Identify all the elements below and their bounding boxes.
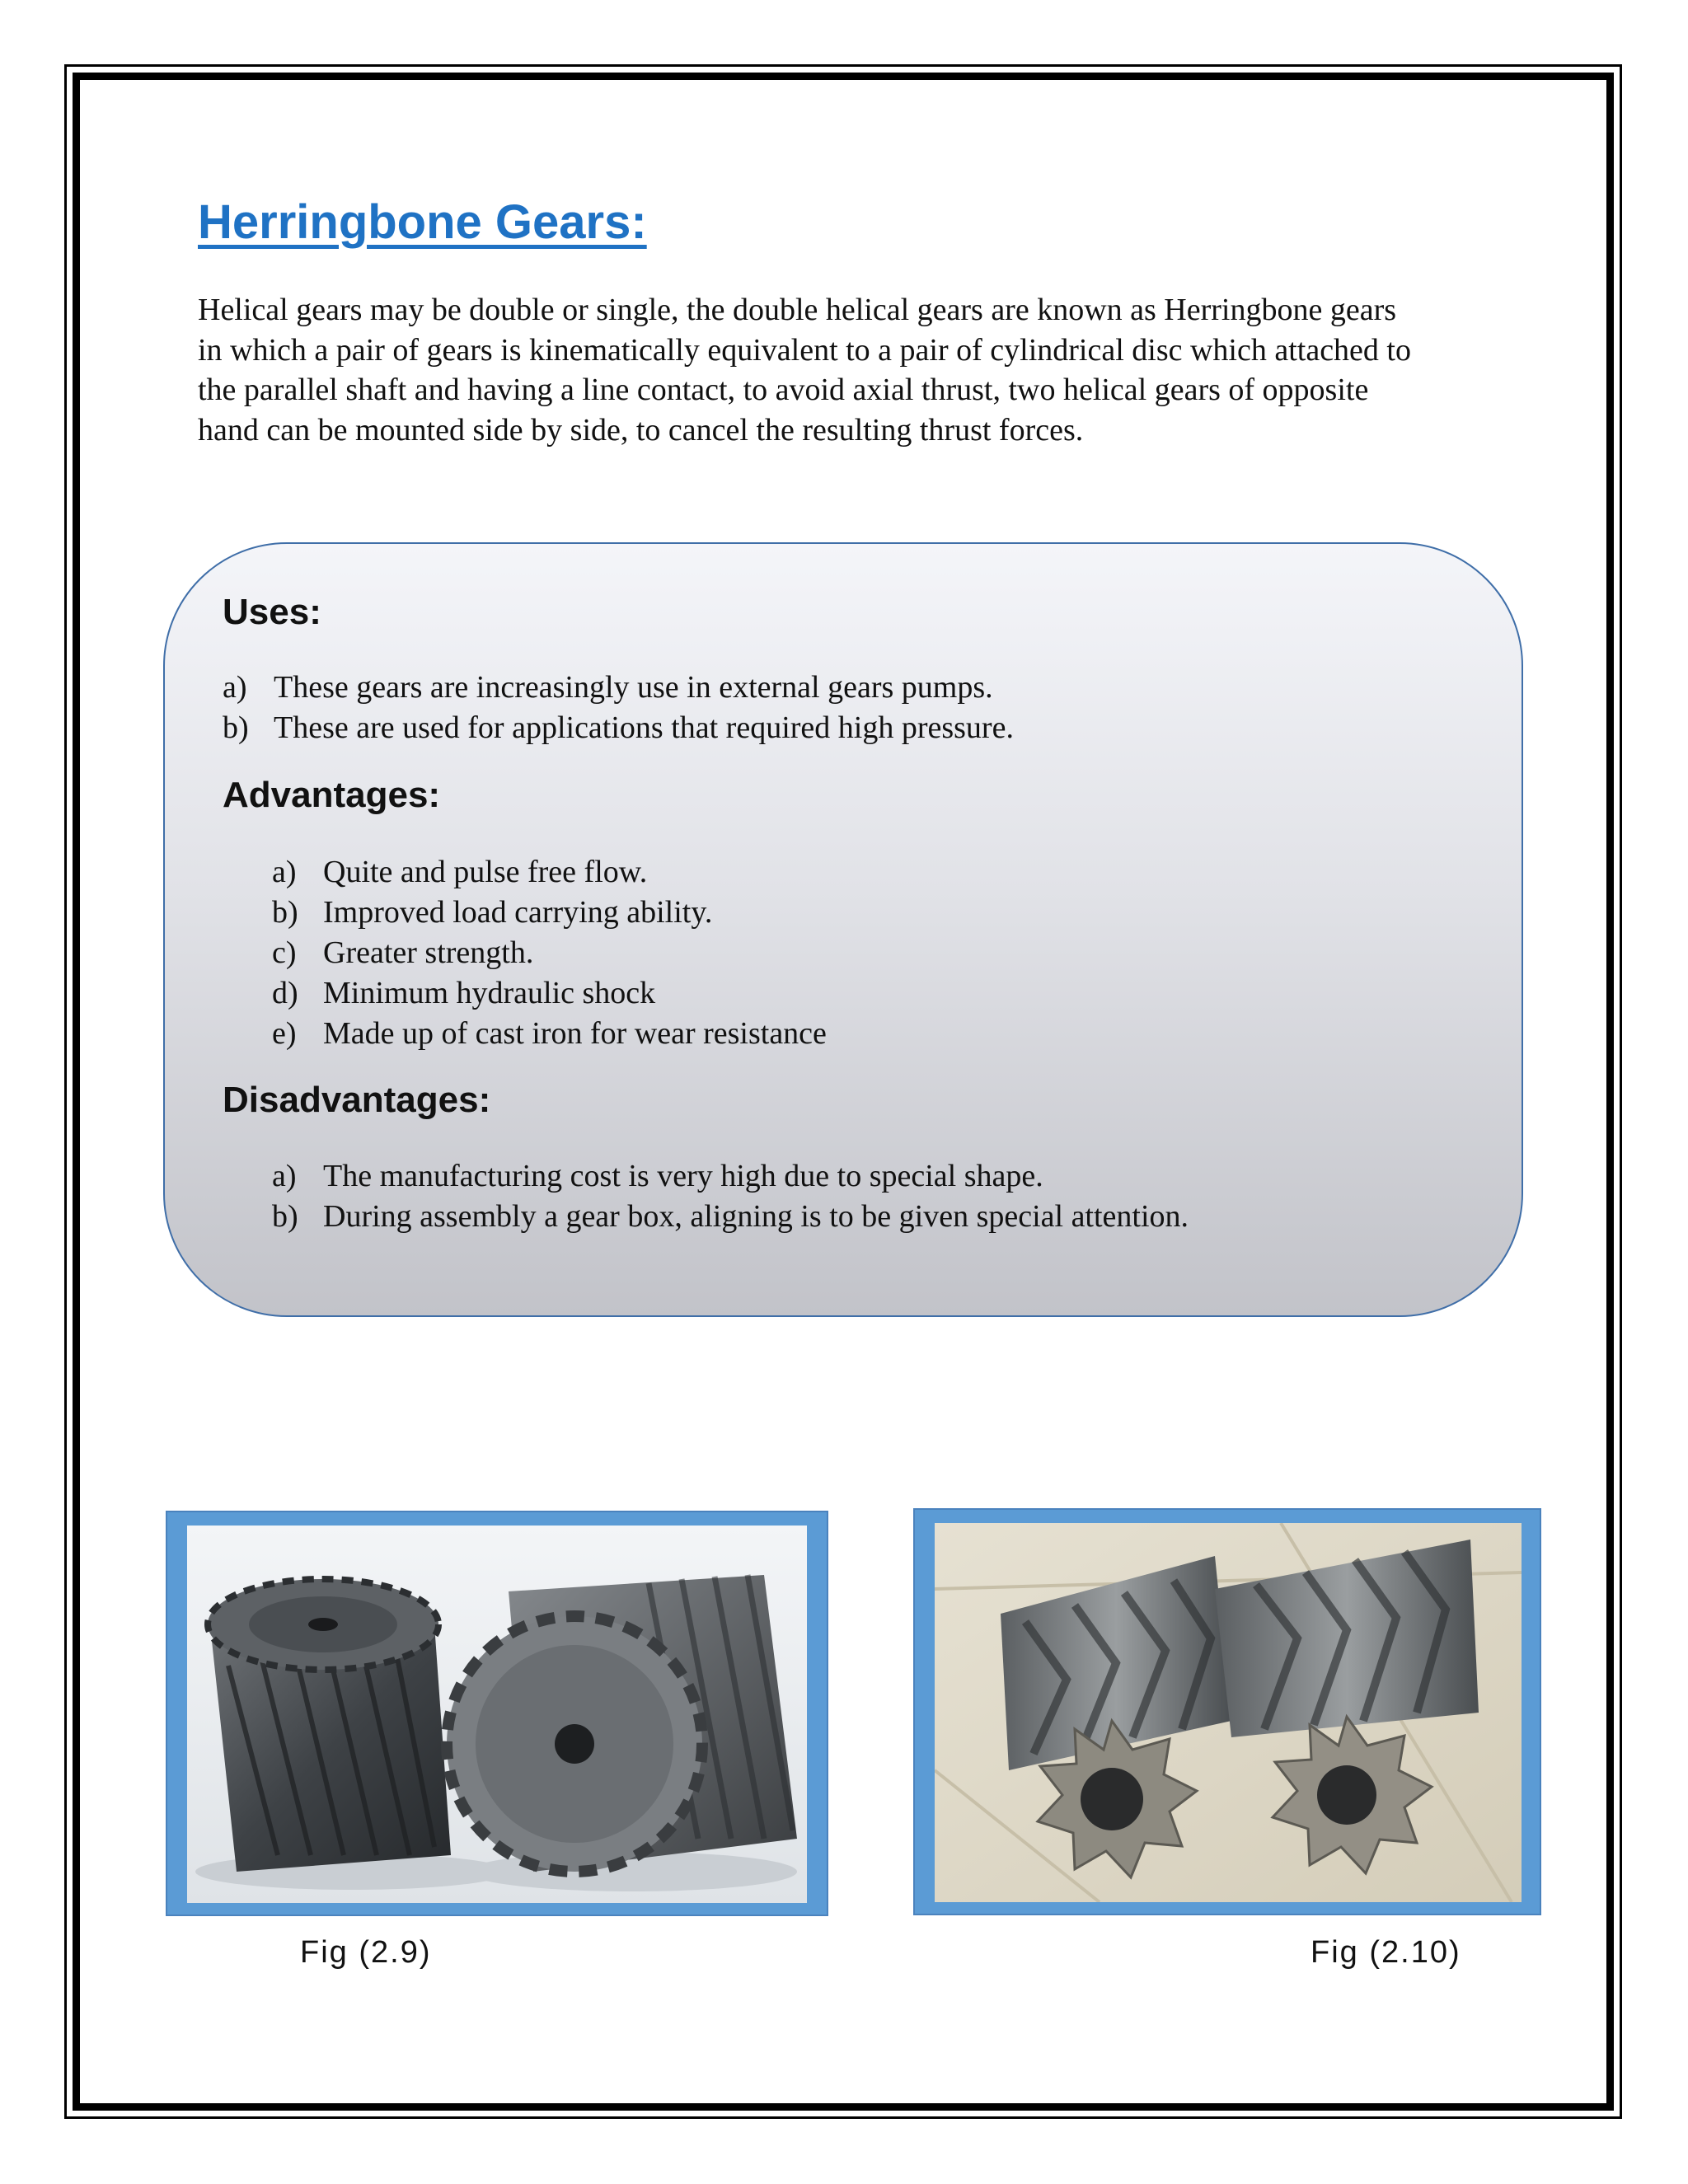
- intro-line: Helical gears may be double or single, the double helical gears are known as Herringbone gears: [198, 293, 1397, 327]
- list-item-text: The manufacturing cost is very high due to special shape.: [323, 1159, 1043, 1193]
- uses-heading: Uses:: [223, 592, 321, 632]
- gears-photo-icon: [935, 1523, 1522, 1902]
- list-marker: c): [272, 935, 297, 970]
- figure-2-10-caption: Fig (2.10): [1311, 1935, 1461, 1970]
- figure-2-9-image: [187, 1526, 807, 1903]
- figure-2-10-frame: [913, 1508, 1541, 1915]
- figure-2-9-caption: Fig (2.9): [300, 1935, 432, 1970]
- advantages-list: [272, 852, 827, 1054]
- list-item-text: Greater strength.: [323, 935, 534, 970]
- figure-2-9-frame: [166, 1511, 828, 1916]
- list-item-text: During assembly a gear box, aligning is to be given special attention.: [323, 1199, 1189, 1234]
- list-item-text: Quite and pulse free flow.: [323, 855, 648, 889]
- list-item: [223, 708, 1014, 748]
- list-marker: b): [223, 710, 249, 745]
- list-item-text: Made up of cast iron for wear resistance: [323, 1016, 827, 1051]
- list-item-text: Improved load carrying ability.: [323, 895, 713, 930]
- list-item-text: These are used for applications that required high pressure.: [274, 710, 1014, 745]
- intro-line: hand can be mounted side by side, to cancel the resulting thrust forces.: [198, 412, 1084, 448]
- list-marker: a): [272, 855, 297, 889]
- list-marker: d): [272, 976, 298, 1010]
- list-marker: a): [272, 1159, 297, 1193]
- page-title: Herringbone Gears:: [198, 195, 647, 249]
- list-marker: e): [272, 1016, 297, 1051]
- intro-paragraph: [198, 290, 1500, 450]
- list-marker: b): [272, 1199, 298, 1234]
- disadvantages-list: [272, 1156, 1189, 1237]
- list-marker: a): [223, 670, 247, 705]
- list-marker: b): [272, 895, 298, 930]
- list-item: [272, 1014, 827, 1054]
- list-item: [272, 973, 827, 1014]
- gears-photo-icon: [187, 1526, 807, 1903]
- list-item: [272, 893, 827, 933]
- intro-line: in which a pair of gears is kinematically equivalent to a pair of cylindrical disc which attached to: [198, 332, 1411, 368]
- list-item: [272, 1156, 1189, 1197]
- list-item-text: These gears are increasingly use in external gears pumps.: [274, 670, 993, 705]
- list-item-text: Minimum hydraulic shock: [323, 976, 656, 1010]
- list-item: [272, 933, 827, 973]
- disadvantages-heading: Disadvantages:: [223, 1080, 491, 1120]
- list-item: [272, 1197, 1189, 1237]
- figure-2-10-image: [935, 1523, 1522, 1902]
- advantages-heading: Advantages:: [223, 775, 441, 815]
- uses-list: [223, 668, 1014, 748]
- intro-line: the parallel shaft and having a line contact, to avoid axial thrust, two helical gears of opposite: [198, 373, 1369, 407]
- list-item: [223, 668, 1014, 708]
- list-item: [272, 852, 827, 893]
